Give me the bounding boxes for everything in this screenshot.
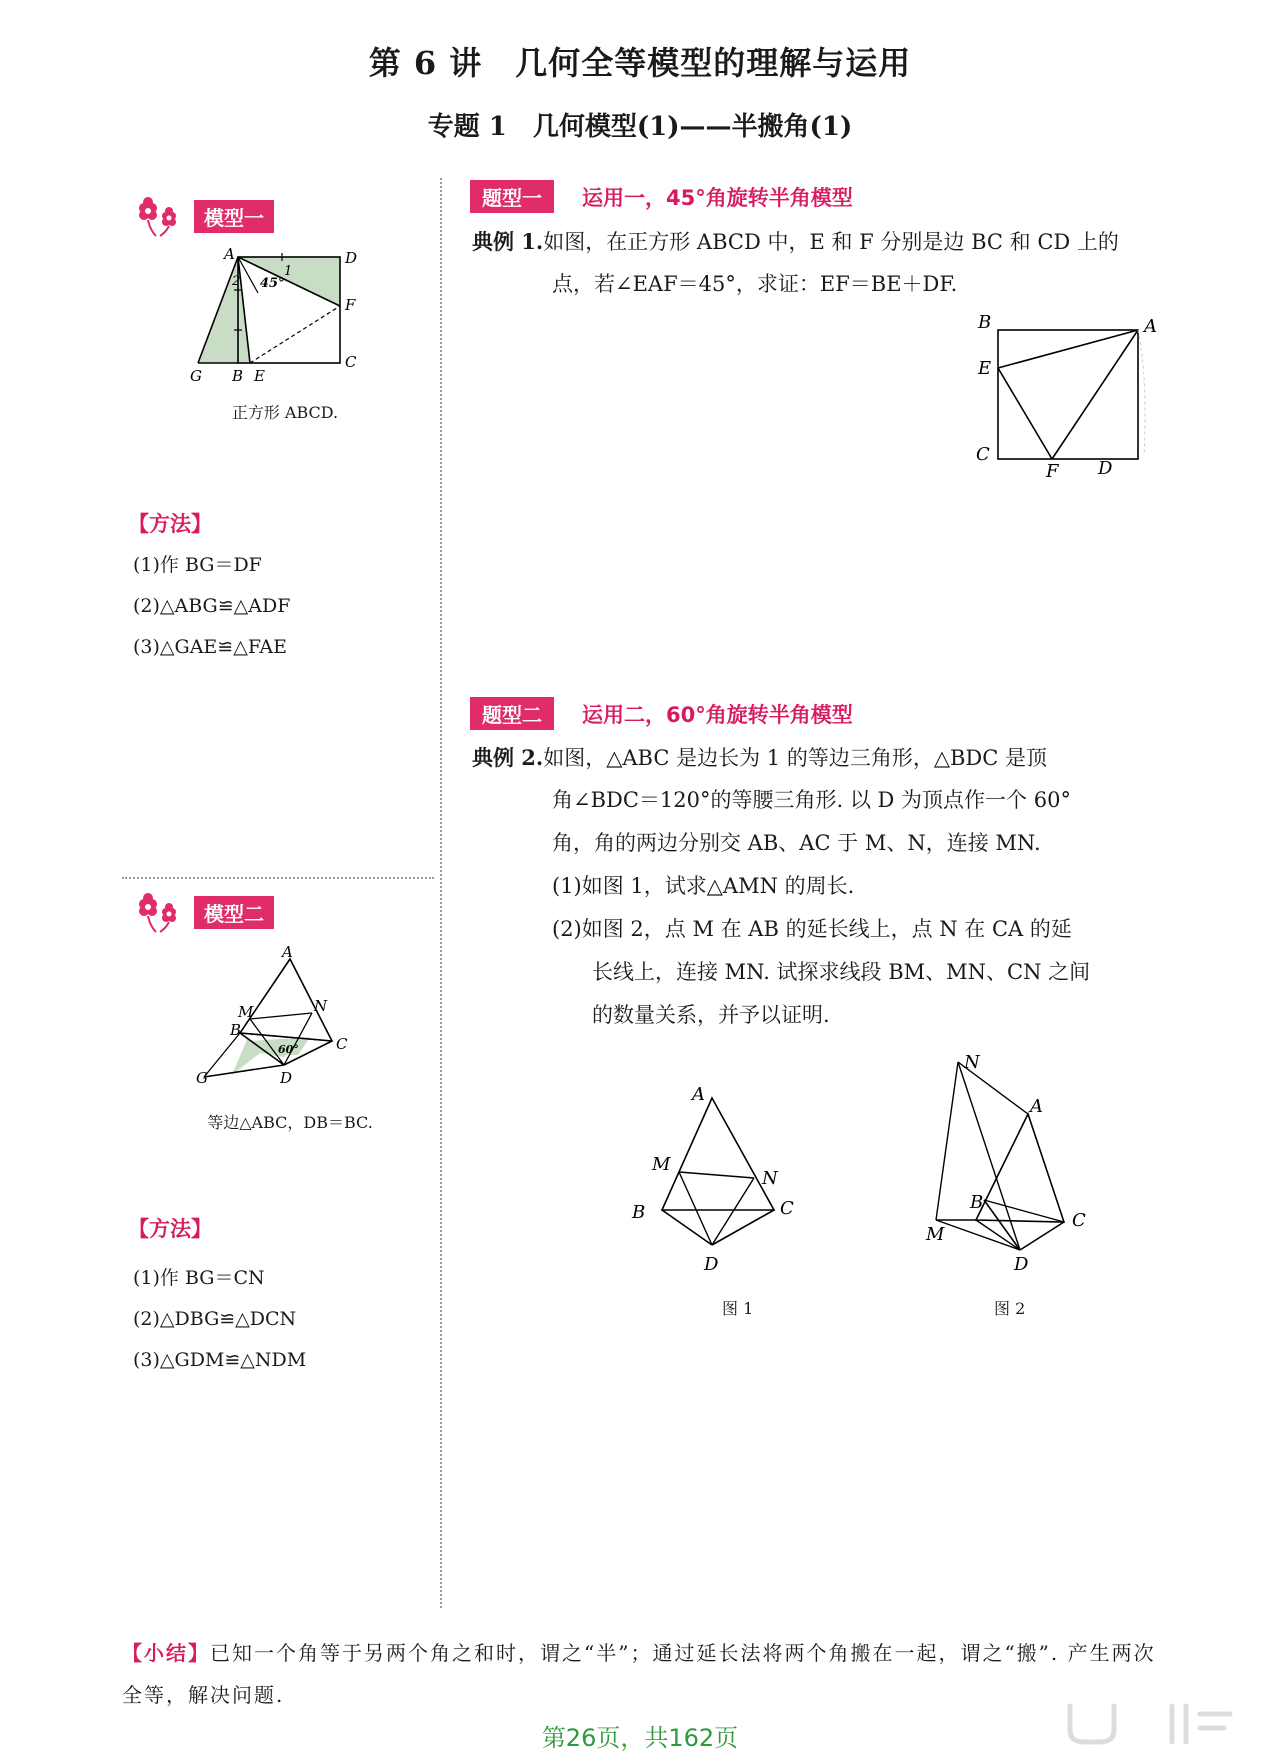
- type1-label-E: E: [978, 358, 992, 379]
- model1-label-C: C: [345, 353, 357, 371]
- model1-label-A: A: [224, 245, 235, 263]
- fig2-label-N: N: [964, 1052, 980, 1073]
- model2-method-step: (3)△GDM≌△NDM: [133, 1349, 307, 1371]
- model2-label-M: M: [238, 1003, 254, 1021]
- model1-method-list: [133, 545, 290, 668]
- type2-figure2: [928, 1050, 1108, 1280]
- type2-problem: [472, 736, 1182, 780]
- fig2-label-B: B: [970, 1192, 984, 1213]
- fig2-label-M: M: [926, 1224, 945, 1245]
- model2-label-G: G: [196, 1069, 208, 1087]
- fig1-label-C: C: [780, 1198, 794, 1219]
- type2-figure1: [622, 1080, 802, 1280]
- topic-subtitle: 专题 1 几何模型(1)——半搬角(1): [427, 112, 853, 142]
- fig2-label-A: A: [1030, 1096, 1043, 1117]
- type1-label-D: D: [1098, 458, 1113, 479]
- model1-label-B: B: [232, 367, 244, 385]
- type1-example-lead: 典例 1.: [472, 229, 544, 254]
- model2-method-step: (1)作 BG＝CN: [133, 1267, 265, 1289]
- model1-label-two: 2: [232, 274, 241, 289]
- model1-label: 模型一: [194, 200, 274, 233]
- fig1-label-N: N: [762, 1168, 778, 1189]
- lecture-title: 第 6 讲 几何全等模型的理解与运用: [368, 44, 912, 82]
- type1-line1: 如图，在正方形 ABCD 中，E 和 F 分别是边 BC 和 CD 上的: [543, 230, 1119, 254]
- watermark-logo: [1060, 1700, 1240, 1748]
- model1-method-step: (2)△ABG≌△ADF: [133, 595, 291, 617]
- model1-label-angle: 45°: [260, 276, 285, 291]
- type1-tag: 题型一: [470, 180, 554, 213]
- model2-label-N: N: [314, 997, 328, 1015]
- model2-label-C: C: [336, 1035, 348, 1053]
- type1-label-B: B: [978, 312, 992, 333]
- model2-label-angle: 60°: [278, 1043, 299, 1056]
- fig1-label-M: M: [652, 1154, 671, 1175]
- model2-label: 模型二: [194, 896, 274, 929]
- type1-heading: [470, 180, 853, 213]
- type2-line2: 角∠BDC＝120°的等腰三角形. 以 D 为顶点作一个 60°: [552, 788, 1071, 812]
- fig1-label-D: D: [704, 1254, 719, 1275]
- model2-figure: [196, 943, 370, 1090]
- summary-text: 已知一个角等于另两个角之和时，谓之“半”；通过延长法将两个角搬在一起，谓之“搬”. 产生两次全等，解决问题.: [122, 1641, 1156, 1707]
- type2-title: 运用二，60°角旋转半角模型: [582, 702, 853, 727]
- model2-label-B: B: [230, 1021, 242, 1039]
- model1-figure: [190, 245, 380, 385]
- type2-question2-line2: 长线上，连接 MN. 试探求线段 BM、MN、CN 之间: [592, 960, 1091, 984]
- model2-caption: 等边△ABC，DB＝BC.: [207, 1113, 373, 1132]
- type1-figure: [968, 310, 1168, 480]
- fig2-label-C: C: [1072, 1210, 1086, 1231]
- model1-tag: [130, 194, 274, 238]
- type1-label-A: A: [1144, 316, 1157, 337]
- model1-label-F: F: [345, 296, 356, 314]
- type1-problem: [472, 220, 1182, 264]
- model1-method-heading: 【方法】: [128, 512, 212, 536]
- type1-title: 运用一，45°角旋转半角模型: [582, 185, 853, 210]
- model2-method-step: (2)△DBG≌△DCN: [133, 1308, 297, 1330]
- type2-line1: 如图，△ABC 是边长为 1 的等边三角形，△BDC 是顶: [543, 746, 1047, 770]
- fig2-label-D: D: [1014, 1254, 1029, 1275]
- figure2-caption: 图 2: [994, 1299, 1026, 1318]
- flower-icon: [130, 890, 188, 934]
- type1-line2: 点，若∠EAF＝45°，求证：EF＝BE＋DF.: [552, 272, 958, 296]
- model2-method-heading: 【方法】: [128, 1217, 212, 1241]
- model2-tag: [130, 890, 274, 934]
- page-number: 第26页，共162页: [541, 1724, 739, 1752]
- fig1-label-A: A: [692, 1084, 705, 1105]
- summary-heading: 【小结】: [122, 1641, 210, 1665]
- model1-label-D: D: [345, 249, 358, 267]
- type1-label-C: C: [976, 444, 990, 465]
- type2-question2-line1: (2)如图 2，点 M 在 AB 的延长线上，点 N 在 CA 的延: [552, 917, 1072, 941]
- model1-method-step: (3)△GAE≌△FAE: [133, 636, 287, 658]
- model2-label-A: A: [282, 943, 293, 961]
- model2-label-D: D: [280, 1069, 293, 1087]
- figure1-caption: 图 1: [722, 1299, 754, 1318]
- type2-line3: 角，角的两边分别交 AB、AC 于 M、N，连接 MN.: [552, 831, 1041, 855]
- model1-caption: 正方形 ABCD.: [231, 403, 339, 422]
- type2-example-lead: 典例 2.: [472, 745, 544, 770]
- type2-question1: (1)如图 1，试求△AMN 的周长.: [552, 874, 855, 898]
- type2-question2-line3: 的数量关系，并予以证明.: [592, 1003, 830, 1027]
- summary-block: [122, 1632, 1177, 1716]
- model1-label-E: E: [254, 367, 265, 385]
- flower-icon: [130, 194, 188, 238]
- type1-label-F: F: [1046, 461, 1059, 482]
- type2-heading: [470, 697, 853, 730]
- model1-label-G: G: [190, 367, 202, 385]
- model-divider: [122, 877, 434, 879]
- type2-tag: 题型二: [470, 697, 554, 730]
- model2-method-list: [133, 1258, 306, 1381]
- model1-label-one: 1: [284, 264, 293, 279]
- fig1-label-B: B: [632, 1202, 646, 1223]
- model1-method-step: (1)作 BG＝DF: [133, 554, 262, 576]
- column-divider: [440, 178, 442, 1608]
